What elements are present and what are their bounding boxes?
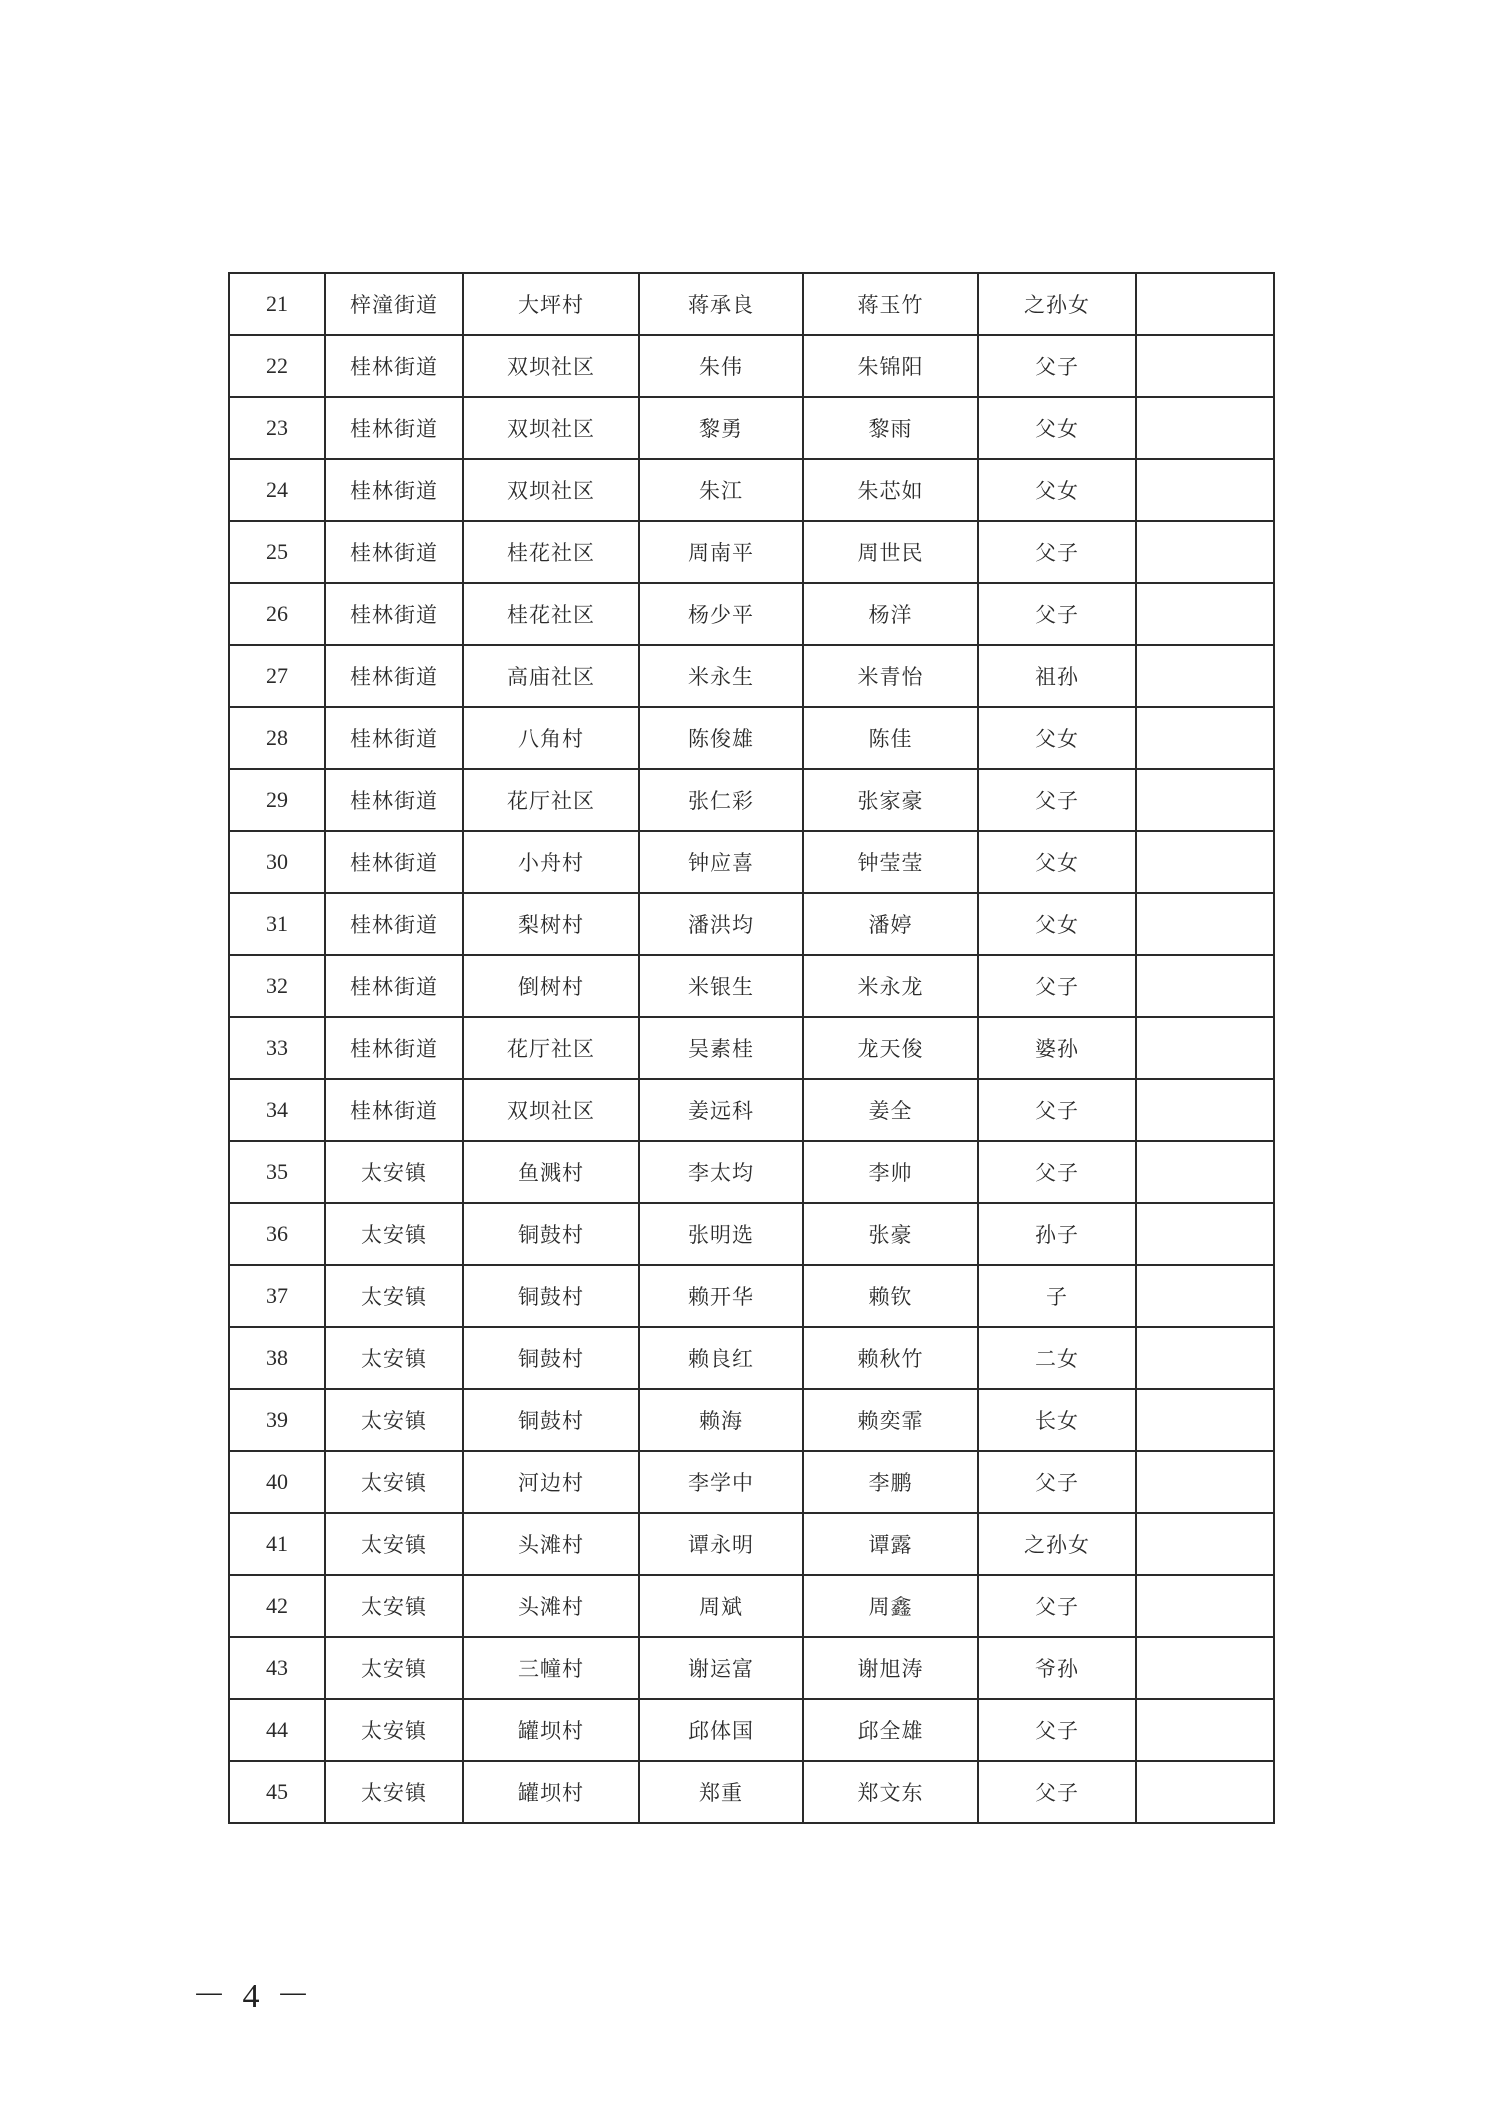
township-cell: 太安镇 — [325, 1699, 463, 1761]
village-cell: 头滩村 — [463, 1513, 639, 1575]
township-cell: 桂林街道 — [325, 335, 463, 397]
remarks-cell — [1136, 769, 1274, 831]
remarks-cell — [1136, 1575, 1274, 1637]
row-number-cell: 32 — [229, 955, 325, 1017]
township-cell: 太安镇 — [325, 1513, 463, 1575]
remarks-cell — [1136, 459, 1274, 521]
relationship-cell: 父子 — [978, 1079, 1136, 1141]
relationship-cell: 二女 — [978, 1327, 1136, 1389]
row-number-cell: 29 — [229, 769, 325, 831]
village-cell: 花厅社区 — [463, 1017, 639, 1079]
table-row — [229, 521, 1274, 583]
row-number-cell: 26 — [229, 583, 325, 645]
village-cell: 双坝社区 — [463, 1079, 639, 1141]
applicant-name-cell: 钟应喜 — [639, 831, 803, 893]
applicant-name-cell: 潘洪均 — [639, 893, 803, 955]
remarks-cell — [1136, 1079, 1274, 1141]
student-name-cell: 赖秋竹 — [803, 1327, 978, 1389]
relationship-cell: 父女 — [978, 831, 1136, 893]
village-cell: 桂花社区 — [463, 521, 639, 583]
relationship-cell: 之孙女 — [978, 1513, 1136, 1575]
student-name-cell: 潘婷 — [803, 893, 978, 955]
table-row — [229, 1761, 1274, 1823]
table-row — [229, 645, 1274, 707]
applicant-name-cell: 赖良红 — [639, 1327, 803, 1389]
applicant-name-cell: 吴素桂 — [639, 1017, 803, 1079]
relationship-cell: 父子 — [978, 1699, 1136, 1761]
student-name-cell: 陈佳 — [803, 707, 978, 769]
table-row — [229, 583, 1274, 645]
student-name-cell: 李帅 — [803, 1141, 978, 1203]
relationship-cell: 父子 — [978, 1761, 1136, 1823]
relationship-cell: 父女 — [978, 397, 1136, 459]
row-number-cell: 42 — [229, 1575, 325, 1637]
township-cell: 桂林街道 — [325, 1079, 463, 1141]
township-cell: 桂林街道 — [325, 459, 463, 521]
remarks-cell — [1136, 1761, 1274, 1823]
row-number-cell: 21 — [229, 273, 325, 335]
table-row — [229, 1451, 1274, 1513]
student-name-cell: 蒋玉竹 — [803, 273, 978, 335]
table-row — [229, 459, 1274, 521]
township-cell: 梓潼街道 — [325, 273, 463, 335]
township-cell: 桂林街道 — [325, 397, 463, 459]
relationship-cell: 父子 — [978, 1451, 1136, 1513]
table-row — [229, 1389, 1274, 1451]
student-name-cell: 谢旭涛 — [803, 1637, 978, 1699]
applicant-name-cell: 谭永明 — [639, 1513, 803, 1575]
table-row — [229, 1327, 1274, 1389]
relationship-cell: 父子 — [978, 769, 1136, 831]
village-cell: 铜鼓村 — [463, 1265, 639, 1327]
row-number-cell: 37 — [229, 1265, 325, 1327]
relationship-cell: 父子 — [978, 335, 1136, 397]
remarks-cell — [1136, 397, 1274, 459]
table-row — [229, 1699, 1274, 1761]
remarks-cell — [1136, 335, 1274, 397]
student-name-cell: 黎雨 — [803, 397, 978, 459]
applicant-name-cell: 周斌 — [639, 1575, 803, 1637]
applicant-name-cell: 赖开华 — [639, 1265, 803, 1327]
applicant-name-cell: 黎勇 — [639, 397, 803, 459]
relationship-cell: 父子 — [978, 955, 1136, 1017]
township-cell: 太安镇 — [325, 1389, 463, 1451]
village-cell: 铜鼓村 — [463, 1327, 639, 1389]
remarks-cell — [1136, 1265, 1274, 1327]
student-name-cell: 钟莹莹 — [803, 831, 978, 893]
remarks-cell — [1136, 1451, 1274, 1513]
village-cell: 头滩村 — [463, 1575, 639, 1637]
village-cell: 三幢村 — [463, 1637, 639, 1699]
township-cell: 太安镇 — [325, 1265, 463, 1327]
student-name-cell: 米永龙 — [803, 955, 978, 1017]
township-cell: 桂林街道 — [325, 645, 463, 707]
row-number-cell: 45 — [229, 1761, 325, 1823]
applicant-name-cell: 谢运富 — [639, 1637, 803, 1699]
table-row — [229, 893, 1274, 955]
student-name-cell: 郑文东 — [803, 1761, 978, 1823]
village-cell: 桂花社区 — [463, 583, 639, 645]
row-number-cell: 22 — [229, 335, 325, 397]
roster-table-body — [229, 273, 1274, 1823]
row-number-cell: 38 — [229, 1327, 325, 1389]
table-row — [229, 1265, 1274, 1327]
student-name-cell: 周鑫 — [803, 1575, 978, 1637]
relationship-cell: 父子 — [978, 583, 1136, 645]
row-number-cell: 35 — [229, 1141, 325, 1203]
relationship-cell: 婆孙 — [978, 1017, 1136, 1079]
row-number-cell: 24 — [229, 459, 325, 521]
student-name-cell: 米青怡 — [803, 645, 978, 707]
village-cell: 大坪村 — [463, 273, 639, 335]
applicant-name-cell: 李学中 — [639, 1451, 803, 1513]
relationship-cell: 父子 — [978, 521, 1136, 583]
table-row — [229, 397, 1274, 459]
township-cell: 太安镇 — [325, 1203, 463, 1265]
table-row — [229, 335, 1274, 397]
table-row — [229, 1017, 1274, 1079]
township-cell: 太安镇 — [325, 1637, 463, 1699]
township-cell: 桂林街道 — [325, 955, 463, 1017]
village-cell: 罐坝村 — [463, 1761, 639, 1823]
township-cell: 桂林街道 — [325, 521, 463, 583]
relationship-cell: 之孙女 — [978, 273, 1136, 335]
village-cell: 罐坝村 — [463, 1699, 639, 1761]
township-cell: 桂林街道 — [325, 583, 463, 645]
remarks-cell — [1136, 645, 1274, 707]
village-cell: 双坝社区 — [463, 335, 639, 397]
student-name-cell: 朱芯如 — [803, 459, 978, 521]
table-row — [229, 1513, 1274, 1575]
township-cell: 桂林街道 — [325, 831, 463, 893]
relationship-cell: 父女 — [978, 707, 1136, 769]
township-cell: 太安镇 — [325, 1327, 463, 1389]
row-number-cell: 39 — [229, 1389, 325, 1451]
student-name-cell: 周世民 — [803, 521, 978, 583]
village-cell: 铜鼓村 — [463, 1203, 639, 1265]
village-cell: 小舟村 — [463, 831, 639, 893]
village-cell: 河边村 — [463, 1451, 639, 1513]
row-number-cell: 41 — [229, 1513, 325, 1575]
village-cell: 倒树村 — [463, 955, 639, 1017]
table-row — [229, 831, 1274, 893]
row-number-cell: 28 — [229, 707, 325, 769]
village-cell: 梨树村 — [463, 893, 639, 955]
student-name-cell: 姜全 — [803, 1079, 978, 1141]
remarks-cell — [1136, 1327, 1274, 1389]
relationship-cell: 祖孙 — [978, 645, 1136, 707]
village-cell: 八角村 — [463, 707, 639, 769]
township-cell: 太安镇 — [325, 1575, 463, 1637]
township-cell: 桂林街道 — [325, 769, 463, 831]
remarks-cell — [1136, 1389, 1274, 1451]
village-cell: 铜鼓村 — [463, 1389, 639, 1451]
applicant-name-cell: 郑重 — [639, 1761, 803, 1823]
applicant-name-cell: 赖海 — [639, 1389, 803, 1451]
relationship-cell: 子 — [978, 1265, 1136, 1327]
table-row — [229, 273, 1274, 335]
row-number-cell: 44 — [229, 1699, 325, 1761]
relationship-cell: 父女 — [978, 893, 1136, 955]
applicant-name-cell: 陈俊雄 — [639, 707, 803, 769]
village-cell: 高庙社区 — [463, 645, 639, 707]
applicant-name-cell: 张仁彩 — [639, 769, 803, 831]
table-row — [229, 769, 1274, 831]
row-number-cell: 34 — [229, 1079, 325, 1141]
applicant-name-cell: 姜远科 — [639, 1079, 803, 1141]
table-row — [229, 707, 1274, 769]
applicant-name-cell: 邱体国 — [639, 1699, 803, 1761]
relationship-cell: 爷孙 — [978, 1637, 1136, 1699]
remarks-cell — [1136, 1637, 1274, 1699]
row-number-cell: 40 — [229, 1451, 325, 1513]
township-cell: 桂林街道 — [325, 1017, 463, 1079]
student-name-cell: 邱全雄 — [803, 1699, 978, 1761]
remarks-cell — [1136, 273, 1274, 335]
remarks-cell — [1136, 893, 1274, 955]
applicant-name-cell: 李太均 — [639, 1141, 803, 1203]
remarks-cell — [1136, 955, 1274, 1017]
row-number-cell: 33 — [229, 1017, 325, 1079]
row-number-cell: 31 — [229, 893, 325, 955]
student-name-cell: 杨洋 — [803, 583, 978, 645]
township-cell: 桂林街道 — [325, 707, 463, 769]
village-cell: 鱼溅村 — [463, 1141, 639, 1203]
table-row — [229, 1575, 1274, 1637]
relationship-cell: 父子 — [978, 1141, 1136, 1203]
remarks-cell — [1136, 521, 1274, 583]
table-row — [229, 1141, 1274, 1203]
table-row — [229, 1637, 1274, 1699]
row-number-cell: 25 — [229, 521, 325, 583]
student-name-cell: 赖奕霏 — [803, 1389, 978, 1451]
applicant-name-cell: 周南平 — [639, 521, 803, 583]
village-cell: 双坝社区 — [463, 459, 639, 521]
student-name-cell: 谭露 — [803, 1513, 978, 1575]
applicant-name-cell: 蒋承良 — [639, 273, 803, 335]
roster-table — [228, 272, 1275, 1824]
table-row — [229, 955, 1274, 1017]
applicant-name-cell: 朱江 — [639, 459, 803, 521]
township-cell: 太安镇 — [325, 1141, 463, 1203]
table-row — [229, 1079, 1274, 1141]
row-number-cell: 43 — [229, 1637, 325, 1699]
student-name-cell: 张家豪 — [803, 769, 978, 831]
student-name-cell: 张豪 — [803, 1203, 978, 1265]
village-cell: 花厅社区 — [463, 769, 639, 831]
table-row — [229, 1203, 1274, 1265]
page-number: － 4 － — [192, 1978, 314, 2015]
row-number-cell: 36 — [229, 1203, 325, 1265]
remarks-cell — [1136, 1141, 1274, 1203]
township-cell: 桂林街道 — [325, 893, 463, 955]
row-number-cell: 23 — [229, 397, 325, 459]
row-number-cell: 30 — [229, 831, 325, 893]
row-number-cell: 27 — [229, 645, 325, 707]
applicant-name-cell: 张明选 — [639, 1203, 803, 1265]
remarks-cell — [1136, 1699, 1274, 1761]
relationship-cell: 长女 — [978, 1389, 1136, 1451]
student-name-cell: 李鹏 — [803, 1451, 978, 1513]
remarks-cell — [1136, 583, 1274, 645]
township-cell: 太安镇 — [325, 1761, 463, 1823]
applicant-name-cell: 杨少平 — [639, 583, 803, 645]
applicant-name-cell: 米永生 — [639, 645, 803, 707]
remarks-cell — [1136, 707, 1274, 769]
student-name-cell: 朱锦阳 — [803, 335, 978, 397]
remarks-cell — [1136, 831, 1274, 893]
relationship-cell: 孙子 — [978, 1203, 1136, 1265]
student-name-cell: 龙天俊 — [803, 1017, 978, 1079]
relationship-cell: 父女 — [978, 459, 1136, 521]
relationship-cell: 父子 — [978, 1575, 1136, 1637]
applicant-name-cell: 朱伟 — [639, 335, 803, 397]
remarks-cell — [1136, 1203, 1274, 1265]
student-name-cell: 赖钦 — [803, 1265, 978, 1327]
remarks-cell — [1136, 1017, 1274, 1079]
applicant-name-cell: 米银生 — [639, 955, 803, 1017]
remarks-cell — [1136, 1513, 1274, 1575]
village-cell: 双坝社区 — [463, 397, 639, 459]
township-cell: 太安镇 — [325, 1451, 463, 1513]
